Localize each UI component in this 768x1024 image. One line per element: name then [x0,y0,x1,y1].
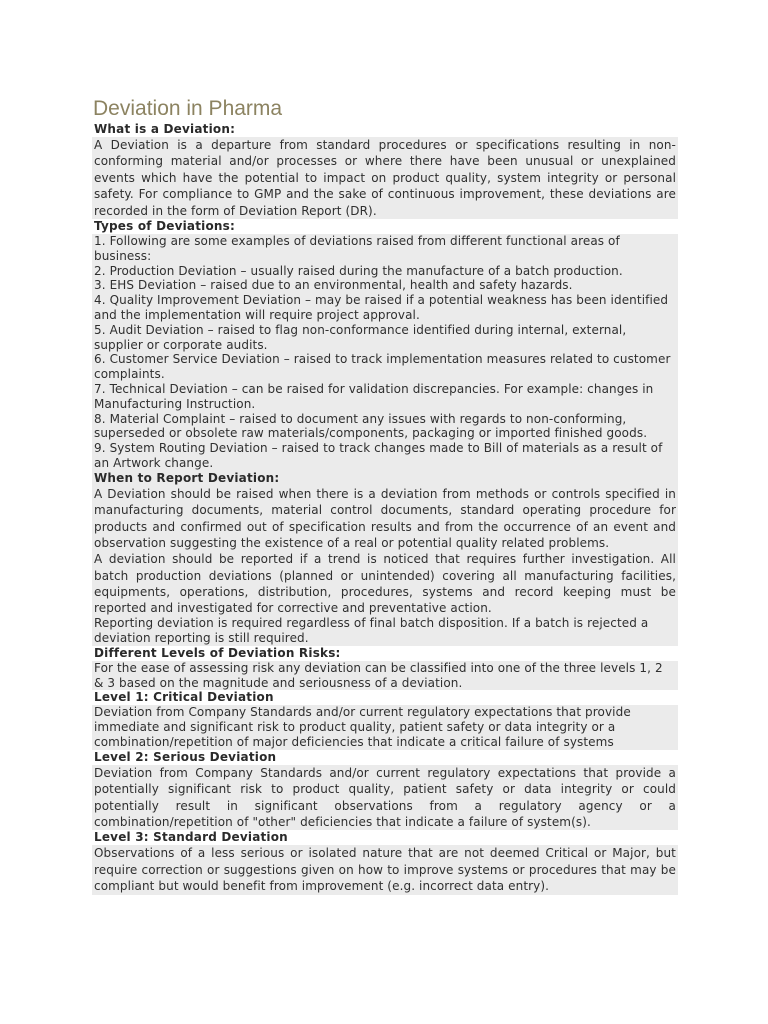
types-heading: Types of Deviations: [94,219,235,234]
when-paragraph-3: Reporting deviation is required regardless of final batch disposition. If a batch is rejected a deviation reporting is still required. [92,616,678,646]
list-item: 4. Quality Improvement Deviation – may be raised if a potential weakness has been identified and the implementation will require project approval. [92,293,678,323]
level1-heading: Level 1: Critical Deviation [94,690,274,705]
list-item: 2. Production Deviation – usually raised during the manufacture of a batch production. [92,264,678,279]
level2-paragraph: Deviation from Company Standards and/or current regulatory expectations that provide a potentially significant risk to product quality, patient safety or data integrity or could potentially result in significant observations from a regulatory agency or a combination/repetition of "other" deficiencies that indicate a failure of system(s). [94,765,676,830]
level2-heading: Level 2: Serious Deviation [94,749,277,764]
document-page [92,96,678,895]
when-paragraph-2: A deviation should be reported if a trend is noticed that requires further investigation. All batch production deviations (planned or unintended) covering all manufacturing facilities, equipments, operations, distribution, procedures, systems and record keeping must be reported and investigated for corrective and preventative action. [94,552,676,616]
risk-levels-heading: Different Levels of Deviation Risks: [94,645,341,660]
list-item: 9. System Routing Deviation – raised to track changes made to Bill of materials as a result of an Artwork change. [92,441,678,471]
what-is-deviation-heading: What is a Deviation: [94,122,236,136]
list-item: 7. Technical Deviation – can be raised for validation discrepancies. For example: changes in Manufacturing Instruction. [92,382,678,412]
level3-heading: Level 3: Standard Deviation [94,830,288,845]
when-paragraph-1: A Deviation should be raised when there is a deviation from methods or controls specified in manufacturing documents, material control documents, standard operating procedure for products and confirmed out of specification results and from the occurrence of an event and observation suggesting the existence of a real or potential quality related problems. [94,486,676,550]
level3-paragraph: Observations of a less serious or isolated nature that are not deemed Critical or Major, but require correction or suggestions given on how to improve systems or procedures that may be compliant but would benefit from improvement (e.g. incorrect data entry). [94,846,676,894]
types-list [92,234,678,471]
risk-levels-paragraph: For the ease of assessing risk any deviation can be classified into one of the three levels 1, 2 & 3 based on the magnitude and seriousness of a deviation. [92,661,678,691]
list-item: 8. Material Complaint – raised to document any issues with regards to non-conforming, superseded or obsolete raw materials/components, packaging or imported finished goods. [92,412,678,442]
document-title: Deviation in Pharma [93,97,283,120]
level1-paragraph: Deviation from Company Standards and/or current regulatory expectations that provide immediate and significant risk to product quality, patient safety or data integrity or a combination/repetition of major deficiencies that indicate a critical failure of systems [92,705,678,749]
list-item: 5. Audit Deviation – raised to flag non-conformance identified during internal, external, supplier or corporate audits. [92,323,678,353]
list-item: 3. EHS Deviation – raised due to an environmental, health and safety hazards. [92,278,678,293]
when-to-report-heading: When to Report Deviation: [92,471,678,486]
list-item: 6. Customer Service Deviation – raised to track implementation measures related to customer complaints. [92,352,678,382]
what-is-deviation-paragraph: A Deviation is a departure from standard procedures or specifications resulting in non-conforming material and/or processes or where there have been unusual or unexplained events which have the potential to impact on product quality, system integrity or personal safety. For compliance to GMP and the sake of continuous improvement, these deviations are recorded in the form of Deviation Report (DR). [94,138,676,218]
list-item: 1. Following are some examples of deviations raised from different functional areas of business: [92,234,678,264]
